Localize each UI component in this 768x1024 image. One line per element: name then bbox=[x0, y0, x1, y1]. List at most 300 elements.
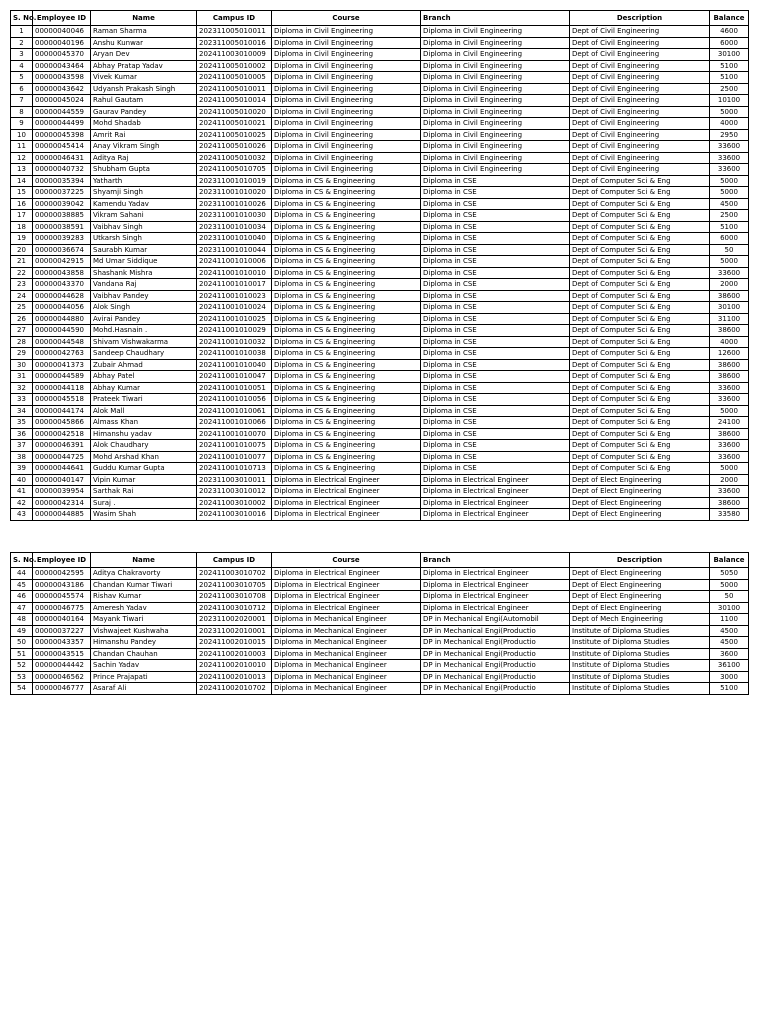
cell-sno: 41 bbox=[11, 486, 33, 498]
cell-balance: 33580 bbox=[710, 509, 749, 521]
table-row bbox=[11, 451, 749, 463]
table-row bbox=[11, 509, 749, 521]
cell-description: Dept of Civil Engineering bbox=[570, 129, 710, 141]
cell-branch: Diploma in Electrical Engineer bbox=[421, 474, 570, 486]
cell-description: Dept of Civil Engineering bbox=[570, 106, 710, 118]
cell-course: Diploma in Electrical Engineer bbox=[272, 602, 421, 614]
col-header-course: Course bbox=[272, 553, 421, 568]
cell-name: Prince Prajapati bbox=[91, 671, 197, 683]
cell-employee-id: 00000039283 bbox=[33, 233, 91, 245]
cell-balance: 3000 bbox=[710, 671, 749, 683]
cell-employee-id: 00000039954 bbox=[33, 486, 91, 498]
cell-balance: 2950 bbox=[710, 129, 749, 141]
cell-name: Guddu Kumar Gupta bbox=[91, 463, 197, 475]
cell-campus-id: 202411001010070 bbox=[197, 428, 272, 440]
cell-description: Dept of Computer Sci & Eng bbox=[570, 175, 710, 187]
cell-sno: 36 bbox=[11, 428, 33, 440]
cell-name: Amrit Rai bbox=[91, 129, 197, 141]
cell-employee-id: 00000044589 bbox=[33, 371, 91, 383]
table-row bbox=[11, 244, 749, 256]
cell-campus-id: 202311001010044 bbox=[197, 244, 272, 256]
cell-branch: Diploma in CSE bbox=[421, 428, 570, 440]
cell-name: Utkarsh Singh bbox=[91, 233, 197, 245]
cell-branch: Diploma in Civil Engineering bbox=[421, 141, 570, 153]
cell-name: Raman Sharma bbox=[91, 26, 197, 38]
cell-sno: 26 bbox=[11, 313, 33, 325]
cell-campus-id: 202411001010056 bbox=[197, 394, 272, 406]
cell-campus-id: 202411002010013 bbox=[197, 671, 272, 683]
cell-sno: 50 bbox=[11, 637, 33, 649]
cell-sno: 14 bbox=[11, 175, 33, 187]
cell-employee-id: 00000037225 bbox=[33, 187, 91, 199]
cell-employee-id: 00000044442 bbox=[33, 660, 91, 672]
cell-employee-id: 00000046777 bbox=[33, 683, 91, 695]
cell-description: Dept of Civil Engineering bbox=[570, 152, 710, 164]
cell-campus-id: 202311003010012 bbox=[197, 486, 272, 498]
cell-sno: 11 bbox=[11, 141, 33, 153]
cell-employee-id: 00000044628 bbox=[33, 290, 91, 302]
cell-balance: 33600 bbox=[710, 486, 749, 498]
cell-balance: 12600 bbox=[710, 348, 749, 360]
cell-employee-id: 00000038591 bbox=[33, 221, 91, 233]
cell-branch: Diploma in Civil Engineering bbox=[421, 95, 570, 107]
table-row bbox=[11, 313, 749, 325]
cell-description: Dept of Civil Engineering bbox=[570, 83, 710, 95]
cell-description: Dept of Computer Sci & Eng bbox=[570, 371, 710, 383]
cell-campus-id: 202411001010061 bbox=[197, 405, 272, 417]
cell-description: Dept of Computer Sci & Eng bbox=[570, 279, 710, 291]
cell-employee-id: 00000043370 bbox=[33, 279, 91, 291]
cell-employee-id: 00000042314 bbox=[33, 497, 91, 509]
cell-name: Md Umar Siddique bbox=[91, 256, 197, 268]
cell-sno: 4 bbox=[11, 60, 33, 72]
cell-balance: 50 bbox=[710, 591, 749, 603]
cell-course: Diploma in Civil Engineering bbox=[272, 129, 421, 141]
cell-balance: 33600 bbox=[710, 267, 749, 279]
cell-employee-id: 00000039042 bbox=[33, 198, 91, 210]
cell-sno: 7 bbox=[11, 95, 33, 107]
cell-name: Avirai Pandey bbox=[91, 313, 197, 325]
cell-balance: 3600 bbox=[710, 648, 749, 660]
cell-employee-id: 00000045866 bbox=[33, 417, 91, 429]
cell-course: Diploma in Civil Engineering bbox=[272, 49, 421, 61]
cell-campus-id: 202411001010010 bbox=[197, 267, 272, 279]
cell-balance: 38600 bbox=[710, 325, 749, 337]
table-row bbox=[11, 625, 749, 637]
cell-campus-id: 202411005010020 bbox=[197, 106, 272, 118]
cell-balance: 31100 bbox=[710, 313, 749, 325]
table-row bbox=[11, 359, 749, 371]
cell-employee-id: 00000037227 bbox=[33, 625, 91, 637]
cell-description: Dept of Civil Engineering bbox=[570, 164, 710, 176]
cell-employee-id: 00000044499 bbox=[33, 118, 91, 130]
cell-course: Diploma in CS & Engineering bbox=[272, 244, 421, 256]
cell-balance: 5100 bbox=[710, 683, 749, 695]
cell-campus-id: 202411001010006 bbox=[197, 256, 272, 268]
cell-branch: Diploma in Civil Engineering bbox=[421, 60, 570, 72]
cell-course: Diploma in CS & Engineering bbox=[272, 336, 421, 348]
cell-course: Diploma in Civil Engineering bbox=[272, 37, 421, 49]
cell-employee-id: 00000040196 bbox=[33, 37, 91, 49]
cell-name: Abhay Kumar bbox=[91, 382, 197, 394]
cell-course: Diploma in Civil Engineering bbox=[272, 26, 421, 38]
table-row bbox=[11, 198, 749, 210]
table-row bbox=[11, 671, 749, 683]
cell-branch: Diploma in Civil Engineering bbox=[421, 49, 570, 61]
cell-branch: Diploma in CSE bbox=[421, 336, 570, 348]
cell-branch: Diploma in Electrical Engineer bbox=[421, 486, 570, 498]
cell-name: Alok Mall bbox=[91, 405, 197, 417]
cell-balance: 33600 bbox=[710, 141, 749, 153]
cell-balance: 30100 bbox=[710, 49, 749, 61]
cell-course: Diploma in CS & Engineering bbox=[272, 233, 421, 245]
cell-description: Dept of Civil Engineering bbox=[570, 118, 710, 130]
cell-sno: 40 bbox=[11, 474, 33, 486]
cell-campus-id: 202411002010702 bbox=[197, 683, 272, 695]
cell-course: Diploma in CS & Engineering bbox=[272, 348, 421, 360]
cell-name: Yatharth bbox=[91, 175, 197, 187]
cell-description: Dept of Computer Sci & Eng bbox=[570, 198, 710, 210]
cell-name: Asaraf Ali bbox=[91, 683, 197, 695]
cell-campus-id: 202411003010712 bbox=[197, 602, 272, 614]
cell-employee-id: 00000044548 bbox=[33, 336, 91, 348]
table-row bbox=[11, 83, 749, 95]
cell-name: Vaibhav Singh bbox=[91, 221, 197, 233]
col-header-branch: Branch bbox=[421, 553, 570, 568]
cell-sno: 16 bbox=[11, 198, 33, 210]
cell-branch: DP in Mechanical Engi(Productio bbox=[421, 660, 570, 672]
cell-sno: 33 bbox=[11, 394, 33, 406]
cell-sno: 27 bbox=[11, 325, 33, 337]
cell-course: Diploma in Civil Engineering bbox=[272, 60, 421, 72]
cell-campus-id: 202411005010005 bbox=[197, 72, 272, 84]
cell-description: Dept of Elect Engineering bbox=[570, 568, 710, 580]
cell-sno: 25 bbox=[11, 302, 33, 314]
cell-branch: DP in Mechanical Engi(Productio bbox=[421, 625, 570, 637]
cell-name: Prateek Tiwari bbox=[91, 394, 197, 406]
cell-description: Dept of Civil Engineering bbox=[570, 141, 710, 153]
cell-course: Diploma in CS & Engineering bbox=[272, 405, 421, 417]
cell-balance: 5000 bbox=[710, 187, 749, 199]
cell-campus-id: 202411001010017 bbox=[197, 279, 272, 291]
cell-course: Diploma in CS & Engineering bbox=[272, 463, 421, 475]
cell-balance: 33600 bbox=[710, 440, 749, 452]
cell-sno: 51 bbox=[11, 648, 33, 660]
student-balance-table-1 bbox=[10, 10, 749, 521]
cell-employee-id: 00000043642 bbox=[33, 83, 91, 95]
cell-branch: Diploma in CSE bbox=[421, 233, 570, 245]
cell-campus-id: 202411003010705 bbox=[197, 579, 272, 591]
cell-balance: 4000 bbox=[710, 336, 749, 348]
cell-course: Diploma in CS & Engineering bbox=[272, 187, 421, 199]
header-row bbox=[11, 11, 749, 26]
cell-employee-id: 00000045398 bbox=[33, 129, 91, 141]
student-balance-table-2 bbox=[10, 552, 749, 695]
cell-name: Anshu Kunwar bbox=[91, 37, 197, 49]
cell-sno: 53 bbox=[11, 671, 33, 683]
table-row bbox=[11, 302, 749, 314]
cell-employee-id: 00000045574 bbox=[33, 591, 91, 603]
cell-campus-id: 202311005010016 bbox=[197, 37, 272, 49]
cell-name: Abhay Pratap Yadav bbox=[91, 60, 197, 72]
table-row bbox=[11, 152, 749, 164]
cell-sno: 32 bbox=[11, 382, 33, 394]
col-header-sno: S. No. bbox=[11, 11, 33, 26]
cell-balance: 5000 bbox=[710, 106, 749, 118]
col-header-employee-id: Employee ID bbox=[33, 553, 91, 568]
cell-sno: 8 bbox=[11, 106, 33, 118]
cell-name: Shashank Mishra bbox=[91, 267, 197, 279]
cell-sno: 39 bbox=[11, 463, 33, 475]
cell-campus-id: 202411003010016 bbox=[197, 509, 272, 521]
cell-balance: 5100 bbox=[710, 72, 749, 84]
cell-name: Vikram Sahani bbox=[91, 210, 197, 222]
cell-campus-id: 202411003010009 bbox=[197, 49, 272, 61]
cell-employee-id: 00000040147 bbox=[33, 474, 91, 486]
cell-course: Diploma in CS & Engineering bbox=[272, 267, 421, 279]
cell-balance: 5000 bbox=[710, 579, 749, 591]
cell-description: Institute of Diploma Studies bbox=[570, 671, 710, 683]
cell-sno: 17 bbox=[11, 210, 33, 222]
cell-course: Diploma in Electrical Engineer bbox=[272, 591, 421, 603]
cell-course: Diploma in Mechanical Engineer bbox=[272, 683, 421, 695]
cell-name: Mohd Arshad Khan bbox=[91, 451, 197, 463]
cell-course: Diploma in Mechanical Engineer bbox=[272, 637, 421, 649]
cell-branch: DP in Mechanical Engi(Productio bbox=[421, 637, 570, 649]
cell-sno: 6 bbox=[11, 83, 33, 95]
cell-balance: 30100 bbox=[710, 602, 749, 614]
cell-branch: Diploma in CSE bbox=[421, 244, 570, 256]
table-body bbox=[11, 568, 749, 695]
cell-employee-id: 00000045024 bbox=[33, 95, 91, 107]
cell-branch: Diploma in Electrical Engineer bbox=[421, 568, 570, 580]
table-row bbox=[11, 348, 749, 360]
table-row bbox=[11, 325, 749, 337]
cell-branch: DP in Mechanical Engi(Productio bbox=[421, 648, 570, 660]
cell-description: Institute of Diploma Studies bbox=[570, 683, 710, 695]
col-header-name: Name bbox=[91, 11, 197, 26]
col-header-balance: Balance bbox=[710, 11, 749, 26]
table-row bbox=[11, 683, 749, 695]
table-row bbox=[11, 486, 749, 498]
cell-name: Kamendu Yadav bbox=[91, 198, 197, 210]
cell-description: Dept of Computer Sci & Eng bbox=[570, 302, 710, 314]
cell-name: Shivam Vishwakarma bbox=[91, 336, 197, 348]
cell-employee-id: 00000035394 bbox=[33, 175, 91, 187]
cell-employee-id: 00000041373 bbox=[33, 359, 91, 371]
cell-name: Mayank Tiwari bbox=[91, 614, 197, 626]
cell-description: Dept of Computer Sci & Eng bbox=[570, 221, 710, 233]
cell-balance: 38600 bbox=[710, 428, 749, 440]
cell-course: Diploma in CS & Engineering bbox=[272, 279, 421, 291]
cell-campus-id: 202411005010032 bbox=[197, 152, 272, 164]
cell-course: Diploma in Electrical Engineer bbox=[272, 568, 421, 580]
cell-name: Mohd.Hasnain . bbox=[91, 325, 197, 337]
cell-description: Dept of Mech Engineering bbox=[570, 614, 710, 626]
cell-description: Dept of Civil Engineering bbox=[570, 60, 710, 72]
cell-branch: Diploma in CSE bbox=[421, 313, 570, 325]
cell-balance: 1100 bbox=[710, 614, 749, 626]
cell-name: Shyamji Singh bbox=[91, 187, 197, 199]
cell-description: Dept of Computer Sci & Eng bbox=[570, 417, 710, 429]
cell-description: Dept of Elect Engineering bbox=[570, 509, 710, 521]
cell-description: Dept of Computer Sci & Eng bbox=[570, 244, 710, 256]
table-row bbox=[11, 648, 749, 660]
cell-sno: 38 bbox=[11, 451, 33, 463]
cell-description: Dept of Civil Engineering bbox=[570, 72, 710, 84]
cell-balance: 5000 bbox=[710, 256, 749, 268]
table-row bbox=[11, 164, 749, 176]
cell-campus-id: 202411001010075 bbox=[197, 440, 272, 452]
cell-branch: Diploma in CSE bbox=[421, 371, 570, 383]
table-row bbox=[11, 210, 749, 222]
table-row bbox=[11, 221, 749, 233]
table-row bbox=[11, 405, 749, 417]
table-row bbox=[11, 614, 749, 626]
cell-balance: 6000 bbox=[710, 233, 749, 245]
col-header-campus-id: Campus ID bbox=[197, 553, 272, 568]
table-row bbox=[11, 568, 749, 580]
col-header-description: Description bbox=[570, 553, 710, 568]
cell-name: Chandan Chauhan bbox=[91, 648, 197, 660]
cell-sno: 19 bbox=[11, 233, 33, 245]
cell-employee-id: 00000044056 bbox=[33, 302, 91, 314]
cell-course: Diploma in Mechanical Engineer bbox=[272, 671, 421, 683]
cell-sno: 23 bbox=[11, 279, 33, 291]
cell-name: Chandan Kumar Tiwari bbox=[91, 579, 197, 591]
cell-name: Almass Khan bbox=[91, 417, 197, 429]
cell-course: Diploma in Civil Engineering bbox=[272, 95, 421, 107]
cell-course: Diploma in CS & Engineering bbox=[272, 256, 421, 268]
cell-employee-id: 00000042763 bbox=[33, 348, 91, 360]
table-row bbox=[11, 141, 749, 153]
cell-campus-id: 202411002010010 bbox=[197, 660, 272, 672]
cell-description: Dept of Computer Sci & Eng bbox=[570, 428, 710, 440]
cell-description: Dept of Computer Sci & Eng bbox=[570, 313, 710, 325]
cell-description: Dept of Elect Engineering bbox=[570, 474, 710, 486]
table-row bbox=[11, 474, 749, 486]
cell-sno: 49 bbox=[11, 625, 33, 637]
cell-course: Diploma in Civil Engineering bbox=[272, 118, 421, 130]
cell-name: Aditya Raj bbox=[91, 152, 197, 164]
cell-sno: 22 bbox=[11, 267, 33, 279]
cell-sno: 34 bbox=[11, 405, 33, 417]
col-header-employee-id: Employee ID bbox=[33, 11, 91, 26]
table-row bbox=[11, 106, 749, 118]
cell-campus-id: 202411005010026 bbox=[197, 141, 272, 153]
cell-balance: 6000 bbox=[710, 37, 749, 49]
col-header-campus-id: Campus ID bbox=[197, 11, 272, 26]
cell-balance: 38600 bbox=[710, 371, 749, 383]
cell-branch: Diploma in CSE bbox=[421, 279, 570, 291]
cell-campus-id: 202411002010015 bbox=[197, 637, 272, 649]
cell-description: Dept of Elect Engineering bbox=[570, 579, 710, 591]
cell-branch: Diploma in Civil Engineering bbox=[421, 129, 570, 141]
table-row bbox=[11, 267, 749, 279]
table-row bbox=[11, 394, 749, 406]
cell-sno: 31 bbox=[11, 371, 33, 383]
cell-campus-id: 202411003010708 bbox=[197, 591, 272, 603]
cell-campus-id: 202311001010034 bbox=[197, 221, 272, 233]
cell-course: Diploma in Mechanical Engineer bbox=[272, 648, 421, 660]
cell-description: Dept of Computer Sci & Eng bbox=[570, 256, 710, 268]
cell-balance: 2500 bbox=[710, 210, 749, 222]
cell-description: Dept of Elect Engineering bbox=[570, 486, 710, 498]
cell-campus-id: 202411002010003 bbox=[197, 648, 272, 660]
cell-campus-id: 202411001010023 bbox=[197, 290, 272, 302]
cell-employee-id: 00000044725 bbox=[33, 451, 91, 463]
cell-description: Dept of Computer Sci & Eng bbox=[570, 440, 710, 452]
cell-sno: 21 bbox=[11, 256, 33, 268]
cell-balance: 10100 bbox=[710, 95, 749, 107]
cell-description: Institute of Diploma Studies bbox=[570, 625, 710, 637]
cell-course: Diploma in Electrical Engineer bbox=[272, 579, 421, 591]
cell-name: Udyansh Prakash Singh bbox=[91, 83, 197, 95]
table-row bbox=[11, 279, 749, 291]
cell-course: Diploma in CS & Engineering bbox=[272, 417, 421, 429]
cell-description: Dept of Computer Sci & Eng bbox=[570, 405, 710, 417]
cell-balance: 5100 bbox=[710, 60, 749, 72]
cell-name: Vivek Kumar bbox=[91, 72, 197, 84]
cell-campus-id: 202411005010021 bbox=[197, 118, 272, 130]
cell-course: Diploma in Civil Engineering bbox=[272, 72, 421, 84]
table-row bbox=[11, 290, 749, 302]
cell-campus-id: 202411001010066 bbox=[197, 417, 272, 429]
cell-employee-id: 00000040164 bbox=[33, 614, 91, 626]
cell-course: Diploma in CS & Engineering bbox=[272, 359, 421, 371]
cell-employee-id: 00000045518 bbox=[33, 394, 91, 406]
cell-employee-id: 00000044559 bbox=[33, 106, 91, 118]
cell-name: Shubham Gupta bbox=[91, 164, 197, 176]
cell-balance: 5100 bbox=[710, 221, 749, 233]
cell-name: Himanshu yadav bbox=[91, 428, 197, 440]
cell-campus-id: 202311005010011 bbox=[197, 26, 272, 38]
cell-branch: Diploma in Electrical Engineer bbox=[421, 591, 570, 603]
cell-name: Rishav Kumar bbox=[91, 591, 197, 603]
cell-course: Diploma in CS & Engineering bbox=[272, 394, 421, 406]
cell-sno: 42 bbox=[11, 497, 33, 509]
cell-campus-id: 202411001010077 bbox=[197, 451, 272, 463]
cell-branch: Diploma in CSE bbox=[421, 290, 570, 302]
table-row bbox=[11, 591, 749, 603]
table-row bbox=[11, 129, 749, 141]
cell-name: Saurabh Kumar bbox=[91, 244, 197, 256]
cell-sno: 10 bbox=[11, 129, 33, 141]
cell-name: Sachin Yadav bbox=[91, 660, 197, 672]
cell-description: Dept of Computer Sci & Eng bbox=[570, 348, 710, 360]
cell-name: Mohd Shadab bbox=[91, 118, 197, 130]
cell-description: Dept of Elect Engineering bbox=[570, 591, 710, 603]
cell-sno: 15 bbox=[11, 187, 33, 199]
col-header-description: Description bbox=[570, 11, 710, 26]
table-row bbox=[11, 417, 749, 429]
cell-campus-id: 202411003010702 bbox=[197, 568, 272, 580]
cell-employee-id: 00000044174 bbox=[33, 405, 91, 417]
cell-description: Institute of Diploma Studies bbox=[570, 637, 710, 649]
cell-balance: 4600 bbox=[710, 26, 749, 38]
cell-balance: 4000 bbox=[710, 118, 749, 130]
cell-employee-id: 00000040046 bbox=[33, 26, 91, 38]
cell-sno: 28 bbox=[11, 336, 33, 348]
cell-sno: 30 bbox=[11, 359, 33, 371]
cell-employee-id: 00000043858 bbox=[33, 267, 91, 279]
cell-employee-id: 00000044880 bbox=[33, 313, 91, 325]
cell-sno: 54 bbox=[11, 683, 33, 695]
col-header-branch: Branch bbox=[421, 11, 570, 26]
cell-sno: 5 bbox=[11, 72, 33, 84]
table-row bbox=[11, 60, 749, 72]
cell-branch: Diploma in CSE bbox=[421, 256, 570, 268]
